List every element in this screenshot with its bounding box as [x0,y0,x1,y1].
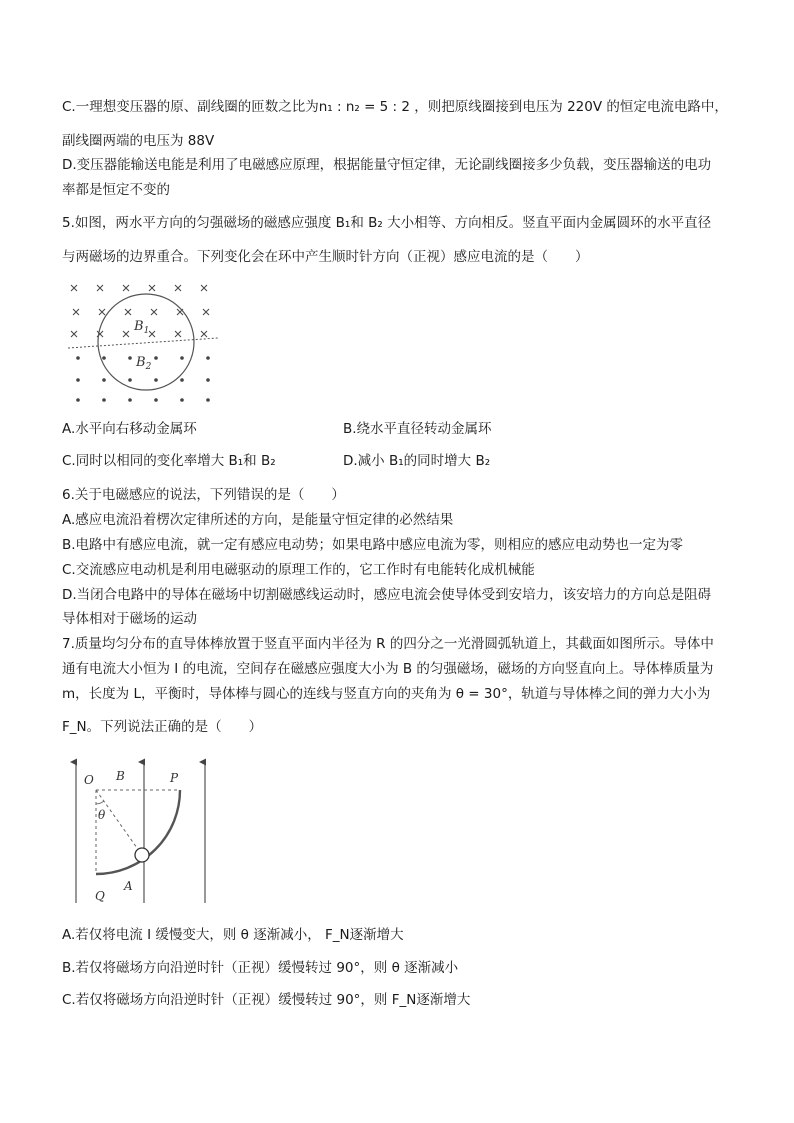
field-cross-mark [71,285,77,291]
field-cross-mark [123,331,129,337]
q7-stem-line3: m，长度为 L，平衡时，导体棒与圆心的连线与竖直方向的夹角为 θ = 30°，轨道与导体棒之间的弹力大小为 [62,686,711,702]
field-dot-mark [180,398,184,402]
magnetic-field-lines [76,762,205,903]
field-cross-mark [99,309,105,315]
field-boundary-line [68,338,218,348]
field-cross-mark [125,309,131,315]
rod-to-center-dashed [96,790,142,855]
label-theta: θ [98,808,106,822]
field-dot-mark [128,378,132,382]
field-cross-mark [201,285,207,291]
theta-arc [96,801,104,804]
q4-option-d-line1: D.变压器能输送电能是利用了电磁感应原理，根据能量守恒定律，无论副线圈接多少负载，变压器输送的电功 [62,157,712,173]
field-cross-mark [73,309,79,315]
field-dot-mark [76,356,80,360]
field-dot-mark [128,398,132,402]
q7-arc-track-figure [62,758,212,908]
q6-option-b: B.电路中有感应电流，就一定有感应电动势；如果电路中感应电流为零，则相应的感应电动势也一定为零 [62,537,684,553]
field-cross-mark [97,285,103,291]
field-dot-mark [206,378,210,382]
field-dot-mark [102,398,106,402]
field-dot-mark [76,378,80,382]
field-cross-mark [201,331,207,337]
label-o: O [84,773,94,787]
q5-option-d: D.减小 B₁的同时增大 B₂ [343,453,491,469]
label-q: Q [95,889,105,903]
label-b: B [116,769,125,783]
q6-option-d-line1: D.当闭合电路中的导体在磁场中切割磁感线运动时，感应电流会使导体受到安培力，该安培力的方向总是阻碍 [62,587,712,603]
q6-option-c: C.交流感应电动机是利用电磁驱动的原理工作的，它工作时有电能转化成机械能 [62,562,535,578]
q4-option-c-line2: 副线圈两端的电压为 88V [62,133,215,149]
q5-option-a: A.水平向右移动金属环 [62,421,197,437]
label-b2: $B_2$ [136,355,152,372]
field-dot-mark [206,398,210,402]
q7-option-a: A.若仅将电流 I 缓慢变大，则 θ 逐渐减小， F_N逐渐增大 [62,927,404,943]
field-dot-mark [154,378,158,382]
field-dot-mark [206,356,210,360]
field-cross-mark [149,285,155,291]
field-cross-mark [203,309,209,315]
field-cross-mark [175,285,181,291]
metal-ring [98,294,194,390]
field-dot-mark [154,398,158,402]
q7-stem-line4: F_N。下列说法正确的是（ ） [62,719,263,735]
q5-stem-line2: 与两磁场的边界重合。下列变化会在环中产生顺时针方向（正视）感应电流的是（ ） [62,249,589,265]
label-a: A [124,879,133,893]
q5-magnetic-field-figure [62,276,222,406]
conductor-rod [135,848,149,862]
field-cross-mark [151,309,157,315]
field-cross-mark [71,331,77,337]
q6-option-d-line2: 导体相对于磁场的运动 [62,611,197,627]
field-dot-mark [128,356,132,360]
field-cross-mark [175,331,181,337]
q7-stem-line1: 7.质量均匀分布的直导体棒放置于竖直平面内半径为 R 的四分之一光滑圆弧轨道上，其截面如图所示。导体中 [62,636,714,652]
q5-option-b: B.绕水平直径转动金属环 [343,421,492,437]
field-dot-mark [102,356,106,360]
field-dot-mark [154,356,158,360]
q6-stem: 6.关于电磁感应的说法，下列错误的是（ ） [62,487,345,503]
q4-option-d-line2: 率都是恒定不变的 [62,182,170,198]
q7-option-b: B.若仅将磁场方向沿逆时针（正视）缓慢转过 90°，则 θ 逐渐减小 [62,960,459,976]
label-b1: $B_1$ [134,319,150,336]
q6-option-a: A.感应电流沿着楞次定律所述的方向，是能量守恒定律的必然结果 [62,512,454,528]
field-dot-mark [180,378,184,382]
q5-option-c: C.同时以相同的变化率增大 B₁和 B₂ [62,453,276,469]
field-cross-mark [123,285,129,291]
label-p: P [170,771,179,785]
q4-option-c-line1: C.一理想变压器的原、副线圈的匝数之比为n₁ : n₂ = 5 : 2 ，则把原线圈接到电压为 220V 的恒定电流电路中， [62,99,728,115]
field-dot-mark [180,356,184,360]
q5-stem-line1: 5.如图，两水平方向的匀强磁场的磁感应强度 B₁和 B₂ 大小相等、方向相反。竖直平面内金属圆环的水平直径 [62,215,712,231]
q7-option-c: C.若仅将磁场方向沿逆时针（正视）缓慢转过 90°，则 F_N逐渐增大 [62,992,471,1008]
q7-stem-line2: 通有电流大小恒为 I 的电流，空间存在磁感应强度大小为 B 的匀强磁场，磁场的方向竖直向上。导体棒质量为 [62,661,714,677]
field-dot-mark [76,398,80,402]
field-dot-mark [102,378,106,382]
field-cross-mark [149,331,155,337]
